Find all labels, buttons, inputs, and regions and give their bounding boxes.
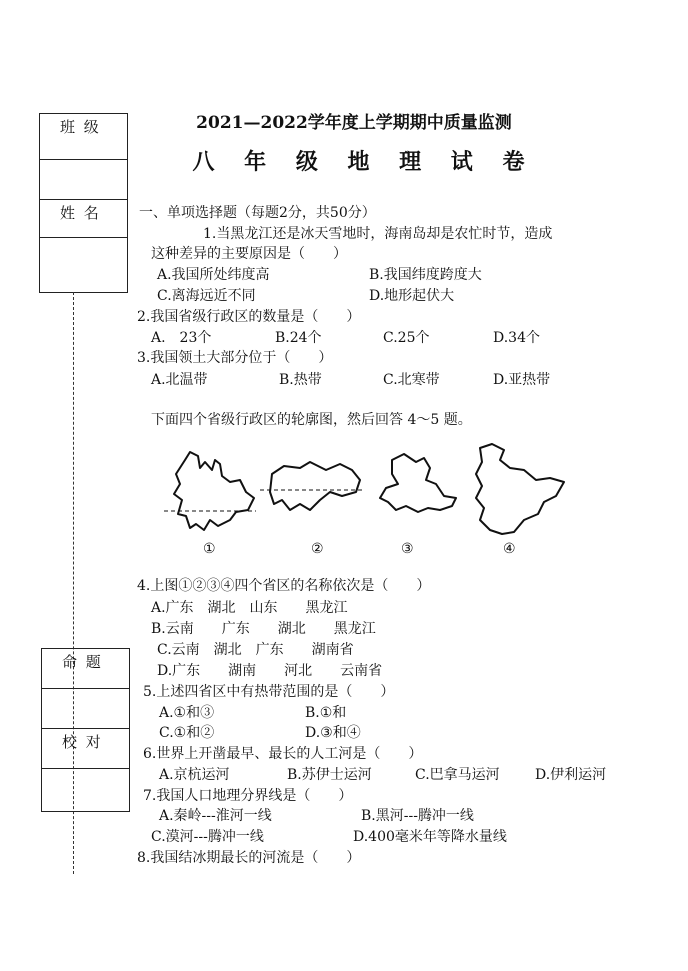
q6-option-a[interactable]: A.京杭运河 — [159, 767, 230, 783]
q4-stem: 4.上图①②③④四个省区的名称依次是（ ） — [137, 578, 431, 594]
author-field[interactable] — [42, 689, 129, 729]
map-label-2: ② — [311, 541, 324, 557]
q1-option-c[interactable]: C.离海远近不同 — [157, 288, 256, 304]
province-3-outline — [380, 454, 456, 512]
proof-label: 校 对 — [42, 729, 129, 769]
author-label: 命 题 — [42, 649, 129, 689]
q7-option-c[interactable]: C.漠河---腾冲一线 — [151, 829, 264, 845]
q2-option-a[interactable]: A. 23个 — [151, 330, 212, 346]
map-label-1: ① — [203, 541, 216, 557]
q7-option-a[interactable]: A.秦岭---淮河一线 — [159, 808, 272, 824]
province-2-outline — [270, 462, 360, 510]
q1-stem-line2: 这种差异的主要原因是（ ） — [151, 246, 347, 262]
q1-stem-line1: 1.当黑龙江还是冰天雪地时，海南岛却是农忙时节，造成 — [203, 226, 553, 242]
q7-option-b[interactable]: B.黑河---腾冲一线 — [361, 808, 474, 824]
q2-stem: 2.我国省级行政区的数量是（ ） — [137, 309, 361, 325]
q6-option-d[interactable]: D.伊利运河 — [535, 767, 607, 783]
q5-stem: 5.上述四省区中有热带范围的是（ ） — [143, 684, 395, 700]
q1-option-d[interactable]: D.地形起伏大 — [369, 288, 455, 304]
staff-info-box — [41, 648, 130, 812]
class-label: 班 级 — [40, 114, 127, 160]
q2-option-d[interactable]: D.34个 — [493, 330, 540, 346]
q5-option-a[interactable]: A.①和③ — [159, 705, 215, 721]
q6-option-c[interactable]: C.巴拿马运河 — [415, 767, 500, 783]
section-heading: 一、单项选择题（每题2分，共50分） — [139, 205, 376, 221]
proof-field[interactable] — [42, 769, 129, 811]
q4-option-b[interactable]: B.云南 广东 湖北 黑龙江 — [151, 621, 376, 637]
province-1-outline — [174, 452, 254, 530]
name-label: 姓 名 — [40, 200, 127, 238]
q2-option-c[interactable]: C.25个 — [383, 330, 430, 346]
q3-stem: 3.我国领土大部分位于（ ） — [137, 350, 333, 366]
map-intro: 下面四个省级行政区的轮廓图，然后回答 4～5 题。 — [151, 412, 472, 428]
q3-option-d[interactable]: D.亚热带 — [493, 372, 551, 388]
exam-title: 2021—2022学年度上学期期中质量监测 — [196, 113, 512, 133]
province-4-outline — [476, 444, 564, 534]
q3-option-b[interactable]: B.热带 — [279, 372, 322, 388]
q7-option-d[interactable]: D.400毫米年等降水量线 — [353, 829, 507, 845]
q3-option-a[interactable]: A.北温带 — [151, 372, 208, 388]
q7-stem: 7.我国人口地理分界线是（ ） — [143, 788, 353, 804]
q8-stem: 8.我国结冰期最长的河流是（ ） — [137, 850, 361, 866]
name-field[interactable] — [40, 238, 127, 292]
q2-option-b[interactable]: B.24个 — [275, 330, 322, 346]
q6-stem: 6.世界上开凿最早、最长的人工河是（ ） — [143, 746, 423, 762]
q1-option-b[interactable]: B.我国纬度跨度大 — [369, 267, 482, 283]
q4-option-c[interactable]: C.云南 湖北 广东 湖南省 — [157, 642, 354, 658]
q5-option-c[interactable]: C.①和② — [159, 725, 215, 741]
student-info-box — [39, 113, 128, 293]
exam-subtitle: 八 年 级 地 理 试 卷 — [192, 149, 536, 175]
q5-option-b[interactable]: B.①和 — [305, 705, 347, 721]
q3-option-c[interactable]: C.北寒带 — [383, 372, 440, 388]
q1-option-a[interactable]: A.我国所处纬度高 — [157, 267, 270, 283]
map-label-3: ③ — [401, 541, 414, 557]
q4-option-a[interactable]: A.广东 湖北 山东 黑龙江 — [151, 600, 348, 616]
map-label-4: ④ — [503, 541, 516, 557]
q5-option-d[interactable]: D.③和④ — [305, 725, 361, 741]
province-outlines-figure — [160, 440, 580, 545]
q6-option-b[interactable]: B.苏伊士运河 — [287, 767, 372, 783]
q4-option-d[interactable]: D.广东 湖南 河北 云南省 — [157, 663, 383, 679]
